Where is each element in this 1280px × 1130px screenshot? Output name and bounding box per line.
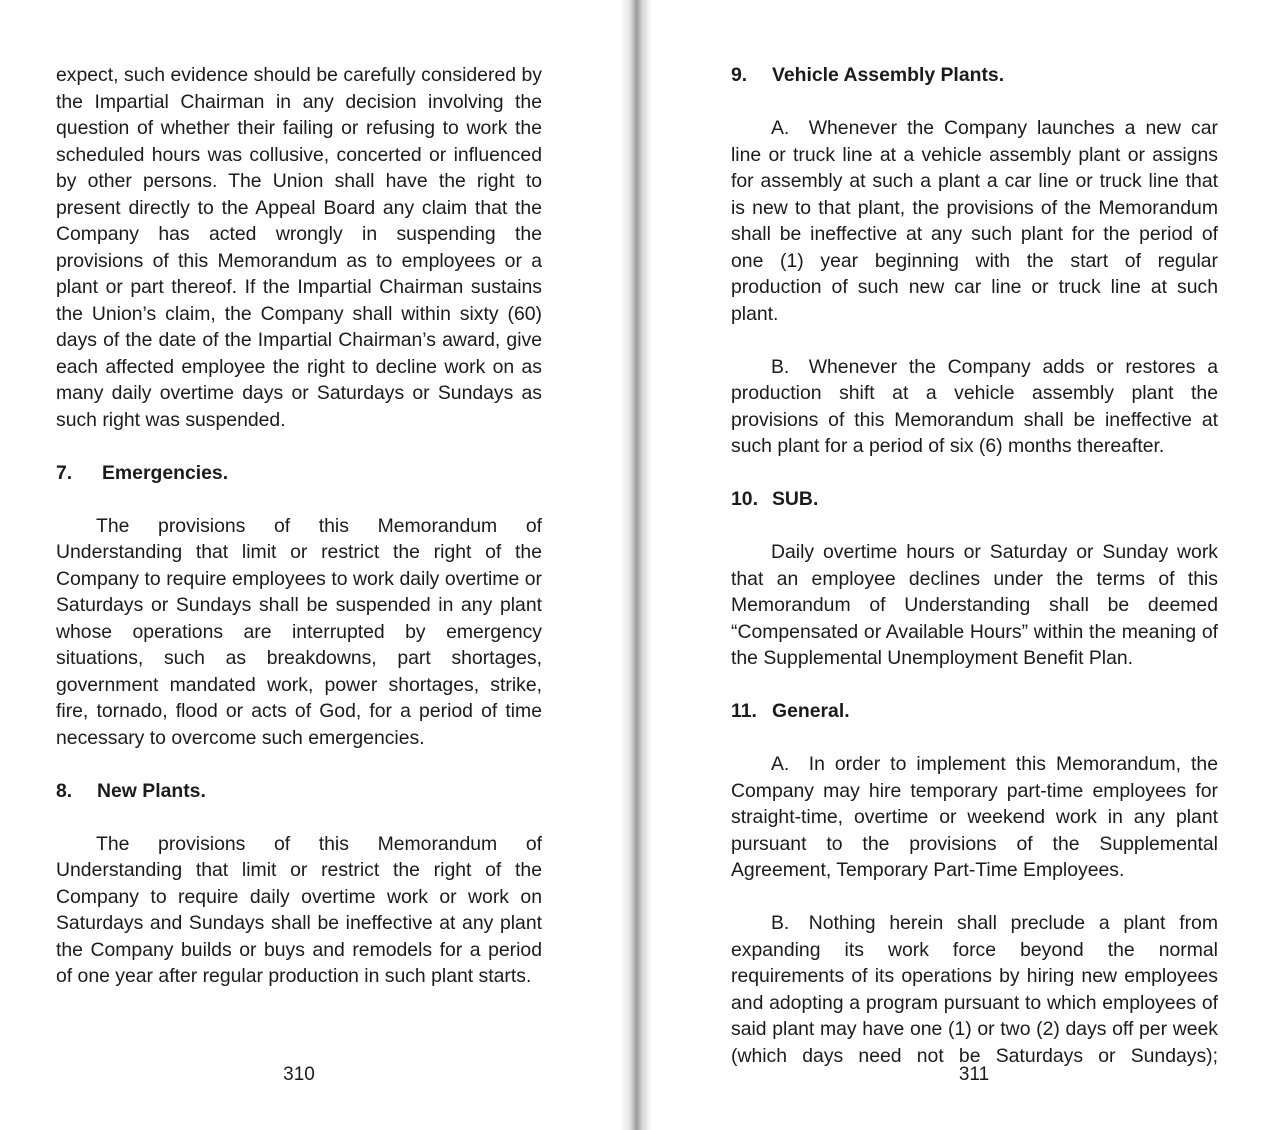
section-title: Emergencies. (102, 461, 229, 484)
section-number: 8. (56, 779, 73, 802)
section-number: 7. (56, 461, 73, 484)
section-number: 11. (731, 700, 757, 722)
section-title: General. (772, 700, 850, 722)
section-paragraph: A. Whenever the Company launches a new car line or truck line at a vehicle assembly plant or assigns for assembly at such a plant a car line or truck line that is new to that plant, the provisions of the Memorandum shall be ineffective at any such plant for the period of one (1) year beginning with the start of regular production of such new car line or truck line at such plant. (731, 117, 1218, 325)
section-paragraph: Daily overtime hours or Saturday or Sunday work that an employee declines under the terms of this Memorandum of Understanding shall be deemed “Compensated or Available Hours” within the meaning of the Supplemental Unemployment Benefit Plan. (731, 541, 1218, 669)
section-paragraph: The provisions of this Memorandum of Understanding that limit or restrict the right of the Company to require employees to work daily overtime or Saturdays or Sundays shall be suspended in any plant whose operations are interrupted by emergency situations, such as breakdowns, part shortages, government mandated work, power shortages, strike, fire, tornado, flood or acts of God, for a period of time necessary to overcome such emergencies. (56, 514, 542, 749)
left-page (0, 0, 620, 1130)
section-paragraph: A. In order to implement this Memorandum, the Company may hire temporary part-time employees for straight-time, overtime or weekend work in any plant pursuant to the provisions of the Supplemental Agreement, Temporary Part-Time Employees. (731, 753, 1218, 881)
section-number: 9. (731, 64, 748, 86)
section-paragraph: B. Nothing herein shall preclude a plant from expanding its work force beyond the normal requirements of its operations by hiring new employees and adopting a program pursuant to which employees of said plant may have one (1) or two (2) days off per week (which days need not be Saturdays or Sundays); (731, 912, 1218, 1067)
section-title: Vehicle Assembly Plants. (772, 64, 1005, 86)
section-heading-9 (731, 62, 1218, 89)
section-title: New Plants. (97, 779, 206, 802)
book-gutter-shadow (620, 0, 652, 1130)
section-title: SUB. (772, 488, 819, 510)
section-paragraph: B. Whenever the Company adds or restores a production shift at a vehicle assembly plant the provisions of this Memorandum shall be ineffective at such plant for a period of six (6) months thereafter. (731, 355, 1218, 457)
section-number: 10. (731, 488, 758, 510)
page-number: 311 (958, 1064, 990, 1085)
left-page-text (56, 62, 542, 990)
section-heading-10 (731, 486, 1218, 513)
page-number: 310 (283, 1064, 315, 1085)
section-heading-8 (56, 778, 542, 805)
right-page (652, 0, 1280, 1130)
section-heading-11 (731, 698, 1218, 725)
section-paragraph: The provisions of this Memorandum of Understanding that limit or restrict the right of the Company to require daily overtime work or work on Saturdays and Sundays shall be ineffective at any plant the Company builds or buys and remodels for a period of one year after regular production in such plant starts. (56, 832, 542, 987)
section-heading-7 (56, 460, 542, 487)
right-page-text (731, 62, 1218, 1069)
continuation-paragraph: expect, such evidence should be carefully considered by the Impartial Chairman in any decision involving the question of whether their failing or refusing to work the scheduled hours was collusive, concerted or influenced by other persons. The Union shall have the right to present directly to the Appeal Board any claim that the Company has acted wrongly in suspending the provisions of this Memorandum as to employees or a plant or part thereof. If the Impartial Chairman sustains the Union’s claim, the Company shall within sixty (60) days of the date of the Impartial Chairman’s award, give each affected employee the right to decline work on as many daily overtime days or Saturdays or Sundays as such right was suspended. (56, 64, 542, 431)
